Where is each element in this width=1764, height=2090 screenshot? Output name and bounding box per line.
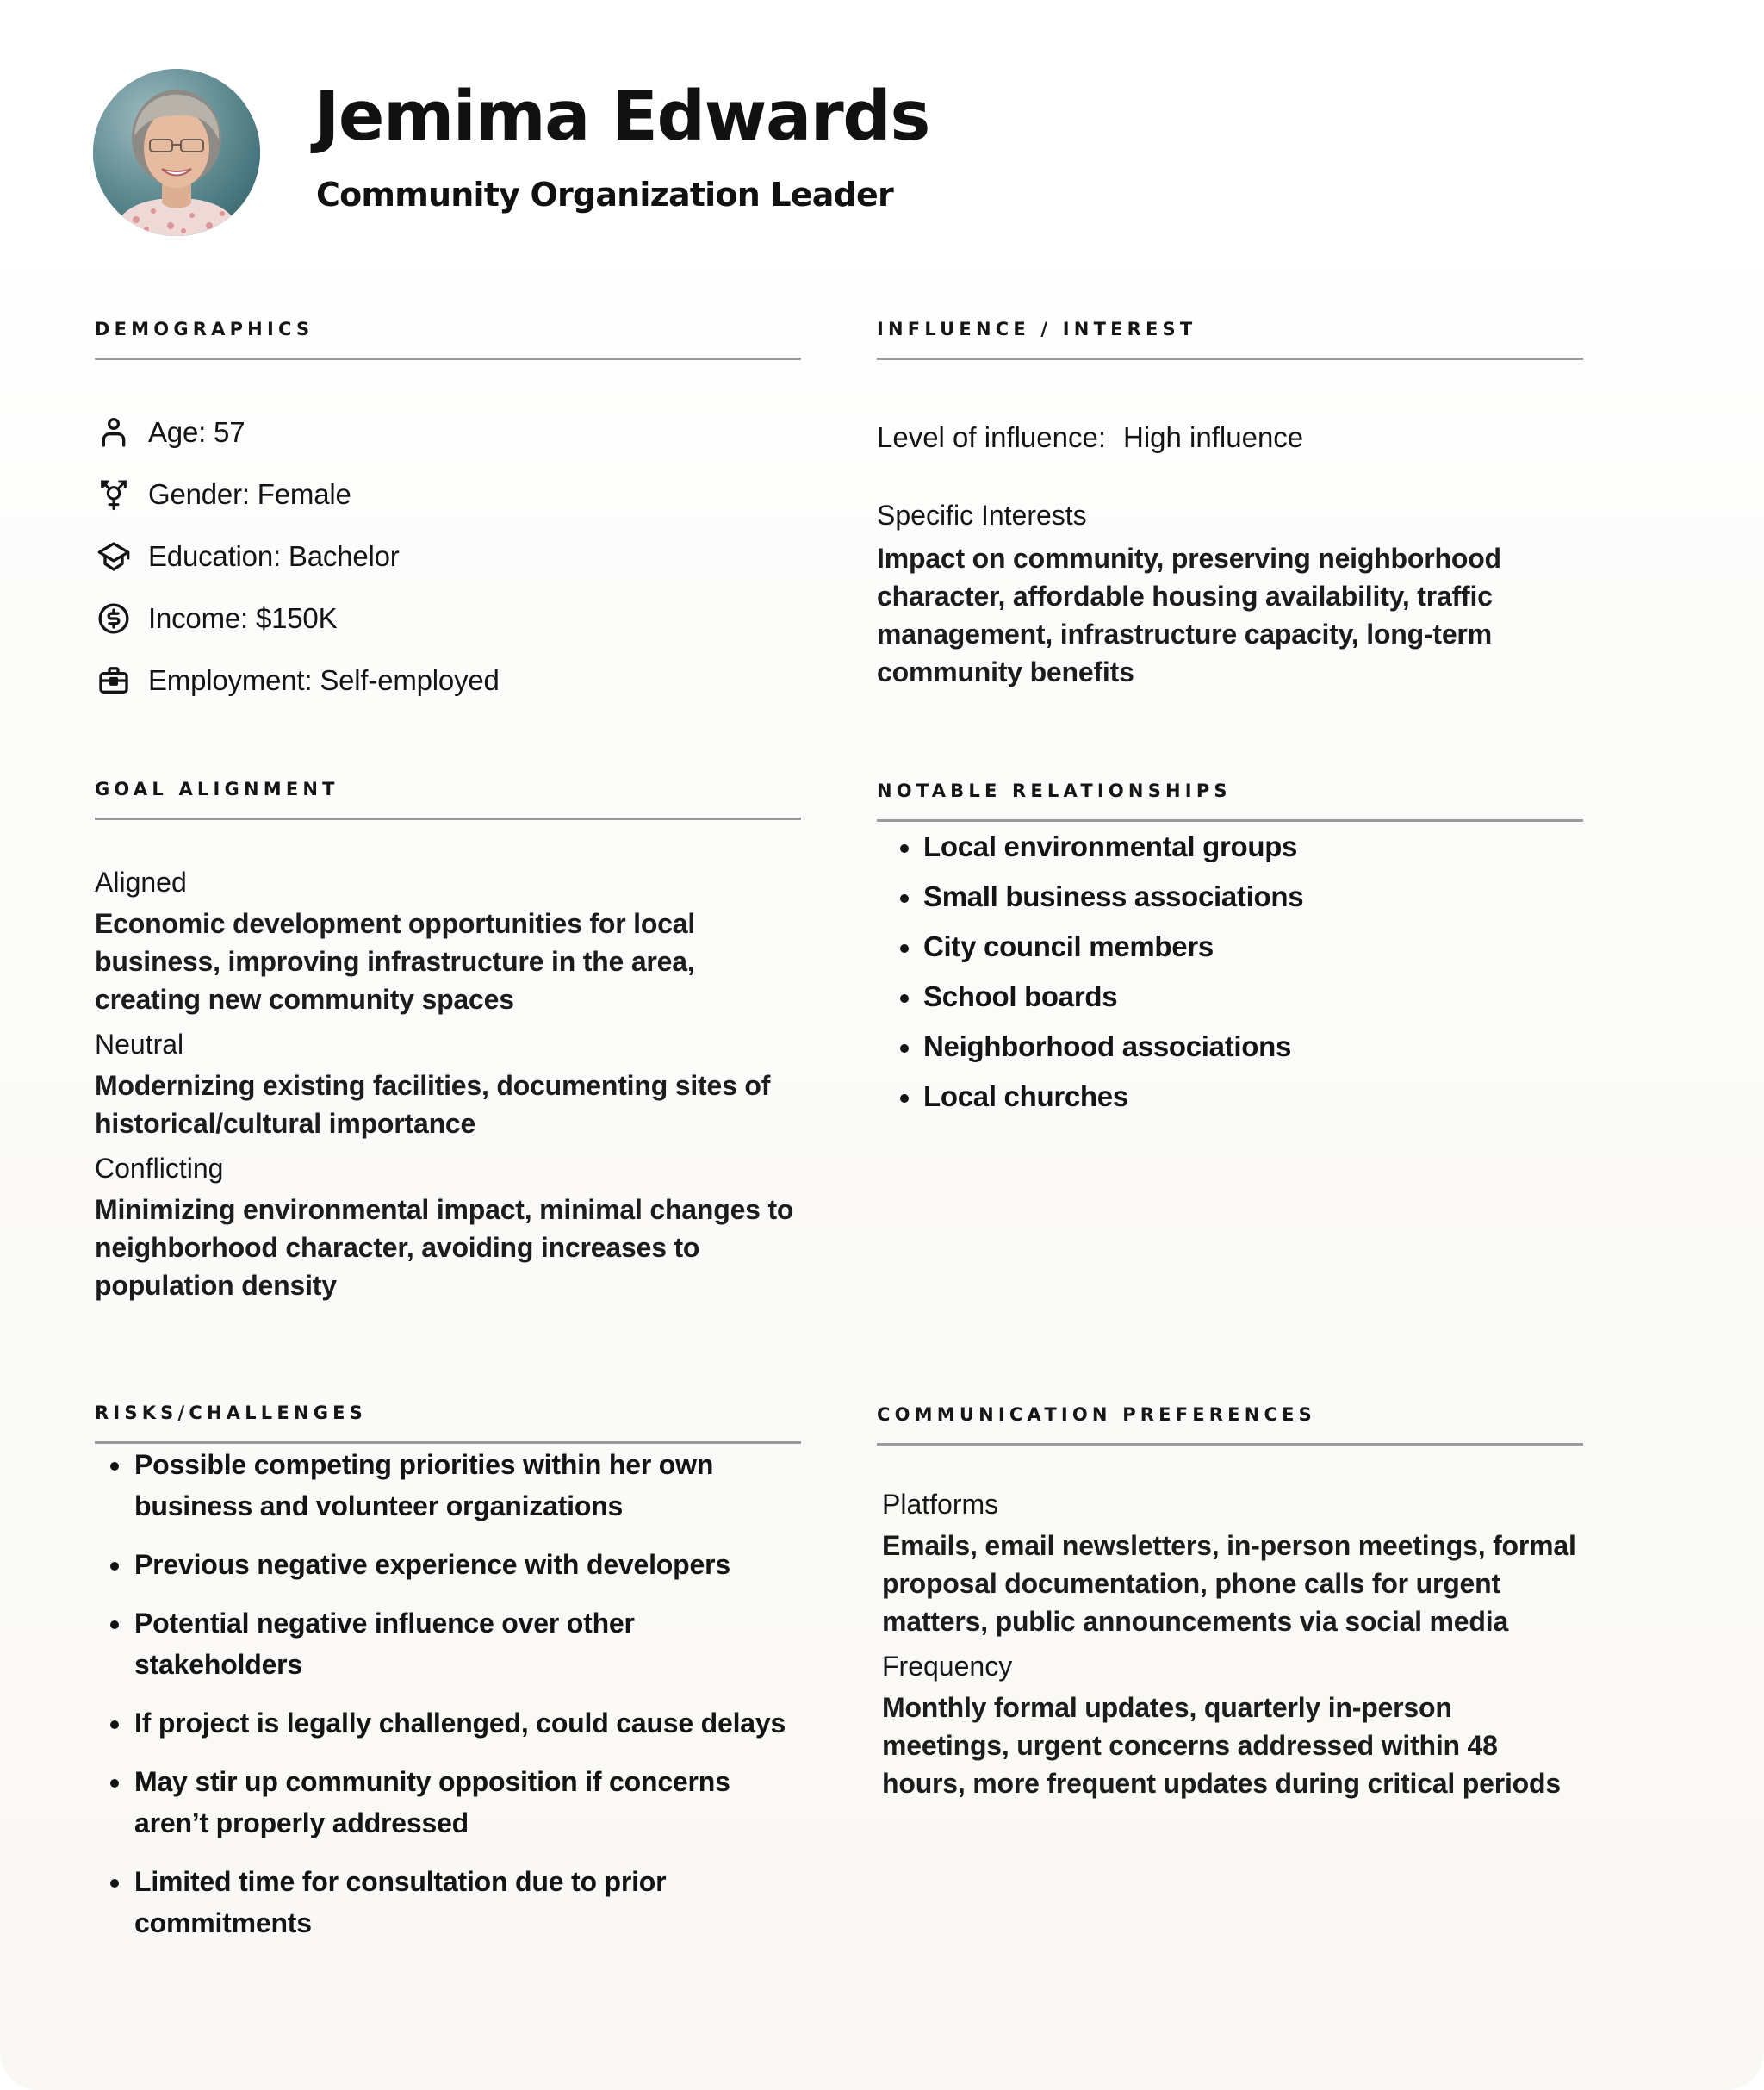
demographic-education — [95, 526, 801, 588]
section-title: NOTABLE RELATIONSHIPS — [877, 781, 1232, 801]
frequency-label: Frequency — [882, 1651, 1013, 1682]
demographic-employment — [95, 650, 801, 712]
communication-platforms — [877, 1487, 1583, 1640]
section-divider — [877, 358, 1583, 360]
relationship-item: Local churches — [877, 1072, 1583, 1122]
goal-label: Neutral — [95, 1029, 184, 1060]
relationships-list — [877, 822, 1583, 1122]
demographics-list — [95, 401, 801, 712]
influence-level — [877, 419, 1583, 457]
section-title: RISKS/CHALLENGES — [95, 1403, 368, 1423]
risk-item: Possible competing priorities within her own business and volunteer organizations — [95, 1444, 801, 1527]
section-divider — [877, 1443, 1583, 1446]
section-title: COMMUNICATION PREFERENCES — [877, 1404, 1316, 1425]
graduation-cap-icon — [95, 538, 133, 575]
influence-section — [877, 318, 1583, 691]
goal-text: Economic development opportunities for local business, improving infrastructure in the area, creating new community spaces — [95, 908, 696, 1015]
communication-frequency — [877, 1649, 1583, 1802]
risk-item: Limited time for consultation due to prior commitments — [95, 1861, 801, 1944]
relationship-item: Neighborhood associations — [877, 1022, 1583, 1072]
demographic-label: Education: Bachelor — [148, 540, 400, 572]
interests-label: Specific Interests — [877, 500, 1087, 531]
section-title: DEMOGRAPHICS — [95, 319, 314, 339]
communication-section — [877, 1403, 1583, 1802]
relationships-section — [877, 780, 1583, 1122]
risks-section — [95, 1402, 801, 1961]
demographic-age — [95, 401, 801, 463]
persona-name: Jemima Edwards — [314, 77, 929, 156]
frequency-text: Monthly formal updates, quarterly in-person meetings, urgent concerns addressed within 48 hours, more frequent updates during critical periods — [882, 1692, 1561, 1799]
briefcase-icon — [95, 662, 133, 700]
section-title: INFLUENCE / INTEREST — [877, 319, 1197, 339]
goal-group-aligned — [95, 865, 801, 1018]
risks-list — [95, 1444, 801, 1944]
relationship-item: Local environmental groups — [877, 822, 1583, 872]
demographic-label: Income: $150K — [148, 602, 338, 634]
goal-label: Conflicting — [95, 1153, 224, 1184]
goal-alignment-section — [95, 778, 801, 1304]
section-title: GOAL ALIGNMENT — [95, 779, 339, 799]
relationship-item: Small business associations — [877, 872, 1583, 922]
section-divider — [95, 358, 801, 360]
risk-item: If project is legally challenged, could cause delays — [95, 1702, 801, 1744]
demographic-income — [95, 588, 801, 650]
influence-level-label: Level of influence: — [877, 421, 1107, 453]
avatar — [93, 69, 260, 236]
relationship-item: City council members — [877, 922, 1583, 972]
gender-icon — [95, 476, 133, 513]
platforms-text: Emails, email newsletters, in-person meetings, formal proposal documentation, phone calls for urgent matters, public announcements via social media — [882, 1530, 1576, 1637]
dollar-circle-icon — [95, 600, 133, 638]
goal-text: Minimizing environmental impact, minimal changes to neighborhood character, avoiding increases to population density — [95, 1194, 794, 1301]
demographic-label: Gender: Female — [148, 478, 351, 510]
demographics-section — [95, 318, 801, 712]
goal-group-conflicting — [95, 1151, 801, 1304]
demographic-label: Employment: Self-employed — [148, 664, 500, 696]
risk-item: Potential negative influence over other stakeholders — [95, 1602, 801, 1685]
influence-level-value: High influence — [1123, 421, 1304, 453]
persona-role: Community Organization Leader — [316, 176, 893, 214]
risk-item: May stir up community opposition if concerns aren’t properly addressed — [95, 1761, 801, 1844]
relationship-item: School boards — [877, 972, 1583, 1022]
risk-item: Previous negative experience with developers — [95, 1544, 801, 1585]
platforms-label: Platforms — [882, 1489, 999, 1520]
goal-text: Modernizing existing facilities, documenting sites of historical/cultural importance — [95, 1070, 771, 1139]
demographic-label: Age: 57 — [148, 416, 245, 448]
demographic-gender — [95, 463, 801, 526]
portrait-image — [93, 69, 260, 236]
person-icon — [95, 414, 133, 451]
goal-group-neutral — [95, 1027, 801, 1142]
goal-label: Aligned — [95, 867, 187, 898]
section-divider — [95, 818, 801, 820]
interests-text: Impact on community, preserving neighborhood character, affordable housing availability, traffic management, infrastructure capacity, long-term community benefits — [877, 543, 1501, 687]
